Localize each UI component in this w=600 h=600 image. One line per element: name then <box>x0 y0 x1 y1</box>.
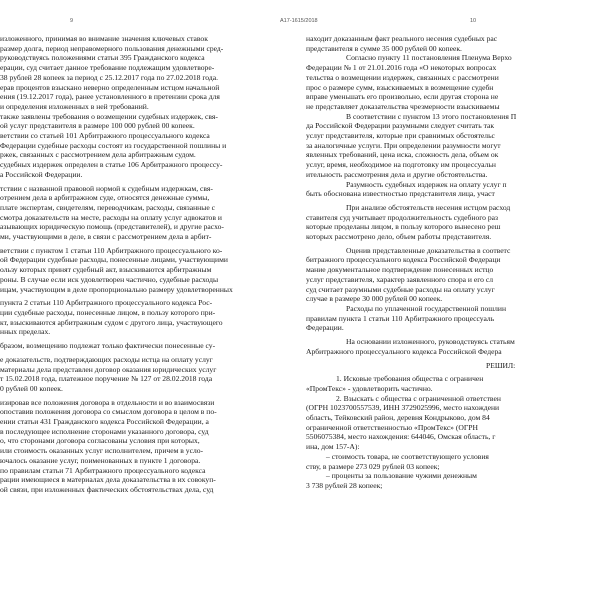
text-line: плате экспертам, свидетелям, переводчикам, расходы, связанные с <box>0 202 215 212</box>
text-line: Разумность судебных издержек на оплату услуг п <box>346 179 507 189</box>
text-line: ставителя суд учитывает продолжительность судебного раз <box>306 212 499 222</box>
text-line: роны. В случае если иск удовлетворен частично, судебные расходы <box>0 274 219 284</box>
text-line: тствии с названной правовой нормой к судебным издержкам, свя- <box>0 183 213 193</box>
text-line: 2. Взыскать с общества с ограниченной ответствен <box>336 393 501 403</box>
text-line: РЕШИЛ: <box>486 360 516 370</box>
text-line: бразом, возмещению подлежат только фактически понесенные су- <box>0 341 216 351</box>
text-line: т 15.02.2018 года, платежное поручение № 127 от 28.02.2018 года <box>0 374 213 384</box>
text-line: ржек, связанных с рассмотрением дела арбитражным судом. <box>0 150 196 160</box>
text-line: ользу которых принят судебный акт, взыскиваются арбитражным <box>0 265 212 275</box>
text-line: (ОГРН 1023700557539, ИНН 3729025996, место нахождени <box>306 403 500 413</box>
text-line: да Российской Федерации разумными следует считать так <box>306 121 495 131</box>
case-number: А17-1615/2018 <box>280 18 318 24</box>
text-line: Федерации № 1 от 21.01.2016 года «О некоторых вопросах <box>306 63 497 73</box>
text-line: область, Тейковский район, деревня Кондрыково, дом 84 <box>306 413 490 423</box>
text-line: «ПромТекс» - удовлетворить частично. <box>306 383 433 393</box>
text-line: ина, дом 157-А): <box>306 442 360 452</box>
text-line: В соответствии с пунктом 13 этого постановления П <box>346 111 517 121</box>
text-line: изложенного, принимая во внимание значения ключевых ставок <box>0 34 208 43</box>
text-line: по правилам статьи 71 Арбитражного процессуального кодекса <box>0 465 206 475</box>
text-line: ицам, участвующим в деле пропорционально размеру удовлетворенных <box>0 284 233 294</box>
text-line: смотра доказательств на месте, расходы на оплату услуг адвокатов и <box>0 212 222 222</box>
text-line: случае в размере 30 000 рублей 00 копеек. <box>306 294 443 304</box>
text-line: ой услуг представителя в размере 100 000 рублей 00 копеек. <box>0 121 195 131</box>
text-line: тельства о возмещении издержек, связанных с рассмотрени <box>306 72 499 82</box>
text-line: ерации, суд считает данное требование подлежащим удовлетворе- <box>0 63 215 73</box>
page-number-right: 10 <box>470 18 477 24</box>
text-line: услуг представителя, характер заявленного спора и его сл <box>306 274 494 284</box>
text-line: ерав процентов взыскано неверно определенным истцом начальной <box>0 82 220 92</box>
text-line: нных пределах. <box>0 327 51 337</box>
text-line: которых рассмотрено дело, объем работы представителя. <box>306 232 492 242</box>
text-line: а Российской Федерации. <box>0 169 83 179</box>
text-line: ительность рассмотрения дела и другие обстоятельства. <box>306 169 488 179</box>
text-line: находит доказанным факт реального несения судебных рас <box>306 34 498 43</box>
text-line: Оценив представленные доказательства в соответс <box>346 245 511 255</box>
text-line: ограниченной ответственностью «ПромТекс» (ОГРН <box>306 422 478 432</box>
text-line: Арбитражного процессуального кодекса Российской Федера <box>306 346 502 356</box>
text-line: явленных требований, цена иска, сложность дела, объем ок <box>306 150 499 160</box>
text-line: – стоимость товара, не соответствующего условия <box>326 451 489 461</box>
text-line: 1. Исковые требования общества с ограничен <box>336 374 484 384</box>
text-line: 5506075384, место нахождения: 644046, Омская область, г <box>306 432 496 442</box>
text-line: е доказательств, подтверждающих расходы истца на оплату услуг <box>0 354 213 364</box>
text-line: ении статьи 431 Гражданского кодекса Российской Федерации, а <box>0 417 209 427</box>
text-line: ветствии с пунктом 1 статьи 110 Арбитражного процессуального ко- <box>0 245 223 255</box>
text-line: пункта 2 статьи 110 Арбитражного процессуального кодекса Рос- <box>0 298 213 308</box>
text-line: материалы дела представлен договор оказания юридических услуг <box>0 364 217 374</box>
text-line: Федерации. <box>306 323 344 333</box>
text-line: которые проделаны лицом, в пользу которого вынесено реш <box>306 222 501 232</box>
text-line: азывающих юридическую помощь (представителей), и другие расхо- <box>0 222 224 232</box>
page-number-left: 9 <box>70 18 74 24</box>
text-line: рации имеющиеся в материалах дела доказательства в их совокуп- <box>0 475 216 485</box>
text-line: правилам пункта 1 статьи 110 Арбитражного процессуаль <box>306 313 495 323</box>
text-line: судебных издержек определен в статье 106 Арбитражного процессу- <box>0 160 223 170</box>
text-line: 0 рублей 00 копеек. <box>0 383 63 393</box>
text-line: Федерации судебные расходы состоят из государственной пошлины и <box>0 140 227 150</box>
page-header <box>0 18 600 30</box>
text-line: ми, участвующими в деле, в связи с рассмотрением дела в арбит- <box>0 232 212 242</box>
text-line: На основании изложенного, руководствуясь статьям <box>346 337 515 347</box>
text-line: отрением дела в арбитражном суде, относятся денежные суммы, <box>0 193 210 203</box>
text-line: представителя в сумме 35 000 рублей 00 копеек. <box>306 43 462 53</box>
text-line: прос о размере сумм, взыскиваемых в возмещение судебн <box>306 82 494 92</box>
text-line: и определения изложенных в ней требований. <box>0 101 149 111</box>
text-line: ой Федерации судебные расходы, понесенные лицами, участвующими <box>0 255 228 265</box>
text-line: Расходы по уплаченной государственной пошлин <box>346 303 507 313</box>
text-line: или стоимость оказанных услуг исполнителем, причем в усло- <box>0 446 204 456</box>
text-line: – проценты за пользование чужими денежным <box>326 471 477 481</box>
text-line: кт, взыскиваются арбитражным судом с другого лица, участвующего <box>0 317 223 327</box>
text-line: мание документальное подтверждение понесенных истцо <box>306 265 494 275</box>
text-line: ции судебные расходы, понесенные лицом, в пользу которого при- <box>0 307 216 317</box>
text-line: изировав все положения договора в отдельности и во взаимосвязи <box>0 397 215 407</box>
text-line: о, что сторонами договора согласованы условия при которых, <box>0 436 200 446</box>
text-line: ству, в размере 273 029 рублей 03 копеек; <box>306 461 440 471</box>
text-line: быть обоснована известностью представителя лица, участ <box>306 189 495 199</box>
text-line: за аналогичные услуги. При определении разумности могут <box>306 140 501 150</box>
text-line: размер долга, период неправомерного пользования денежными сред- <box>0 43 224 53</box>
text-line: в последующее исполнение сторонами указанного договора, суд <box>0 426 209 436</box>
text-line: суд считает разумными судебные расходы на оплату услуг <box>306 284 495 294</box>
text-line: 3 738 рублей 28 копеек; <box>306 480 383 490</box>
text-line: битражного процессуального кодекса Российской Федераци <box>306 255 501 265</box>
text-line: Согласно пункту 11 постановления Пленума Верхо <box>346 53 512 63</box>
text-line: ения (19.12.2017 года), ранее установленного в претензии срока для <box>0 92 220 102</box>
left-page-text <box>0 34 296 600</box>
text-line: услуг, время, необходимое на подготовку им процессуальн <box>306 160 496 170</box>
text-line: ючалось оказание услуг, поименованных в пункте 1 договора. <box>0 455 201 465</box>
text-line: При анализе обстоятельств несения истцом расход <box>346 202 511 212</box>
text-line: также заявлены требования о возмещении судебных издержек, свя- <box>0 111 218 121</box>
text-line: ветствии со статьей 101 Арбитражного процессуального кодекса <box>0 131 210 141</box>
text-line: руководствуясь положениями статьи 395 Гражданского кодекса <box>0 53 205 63</box>
text-line: услуг представителя, которые при сравнимых обстоятельс <box>306 131 495 141</box>
text-line: опоставив положения договора со смыслом договора в целом в по- <box>0 407 217 417</box>
text-line: ой связи, при изложенных фактических обстоятельствах дела, суд <box>0 484 214 494</box>
text-line: вправе уменьшать его произвольно, если другая сторона не <box>306 92 499 102</box>
text-line: 38 рублей 28 копеек за период с 25.12.2017 года по 27.02.2018 года. <box>0 72 219 82</box>
text-line: не представляет доказательства чрезмерности взыскиваемы <box>306 101 500 111</box>
right-page-text <box>306 34 600 600</box>
